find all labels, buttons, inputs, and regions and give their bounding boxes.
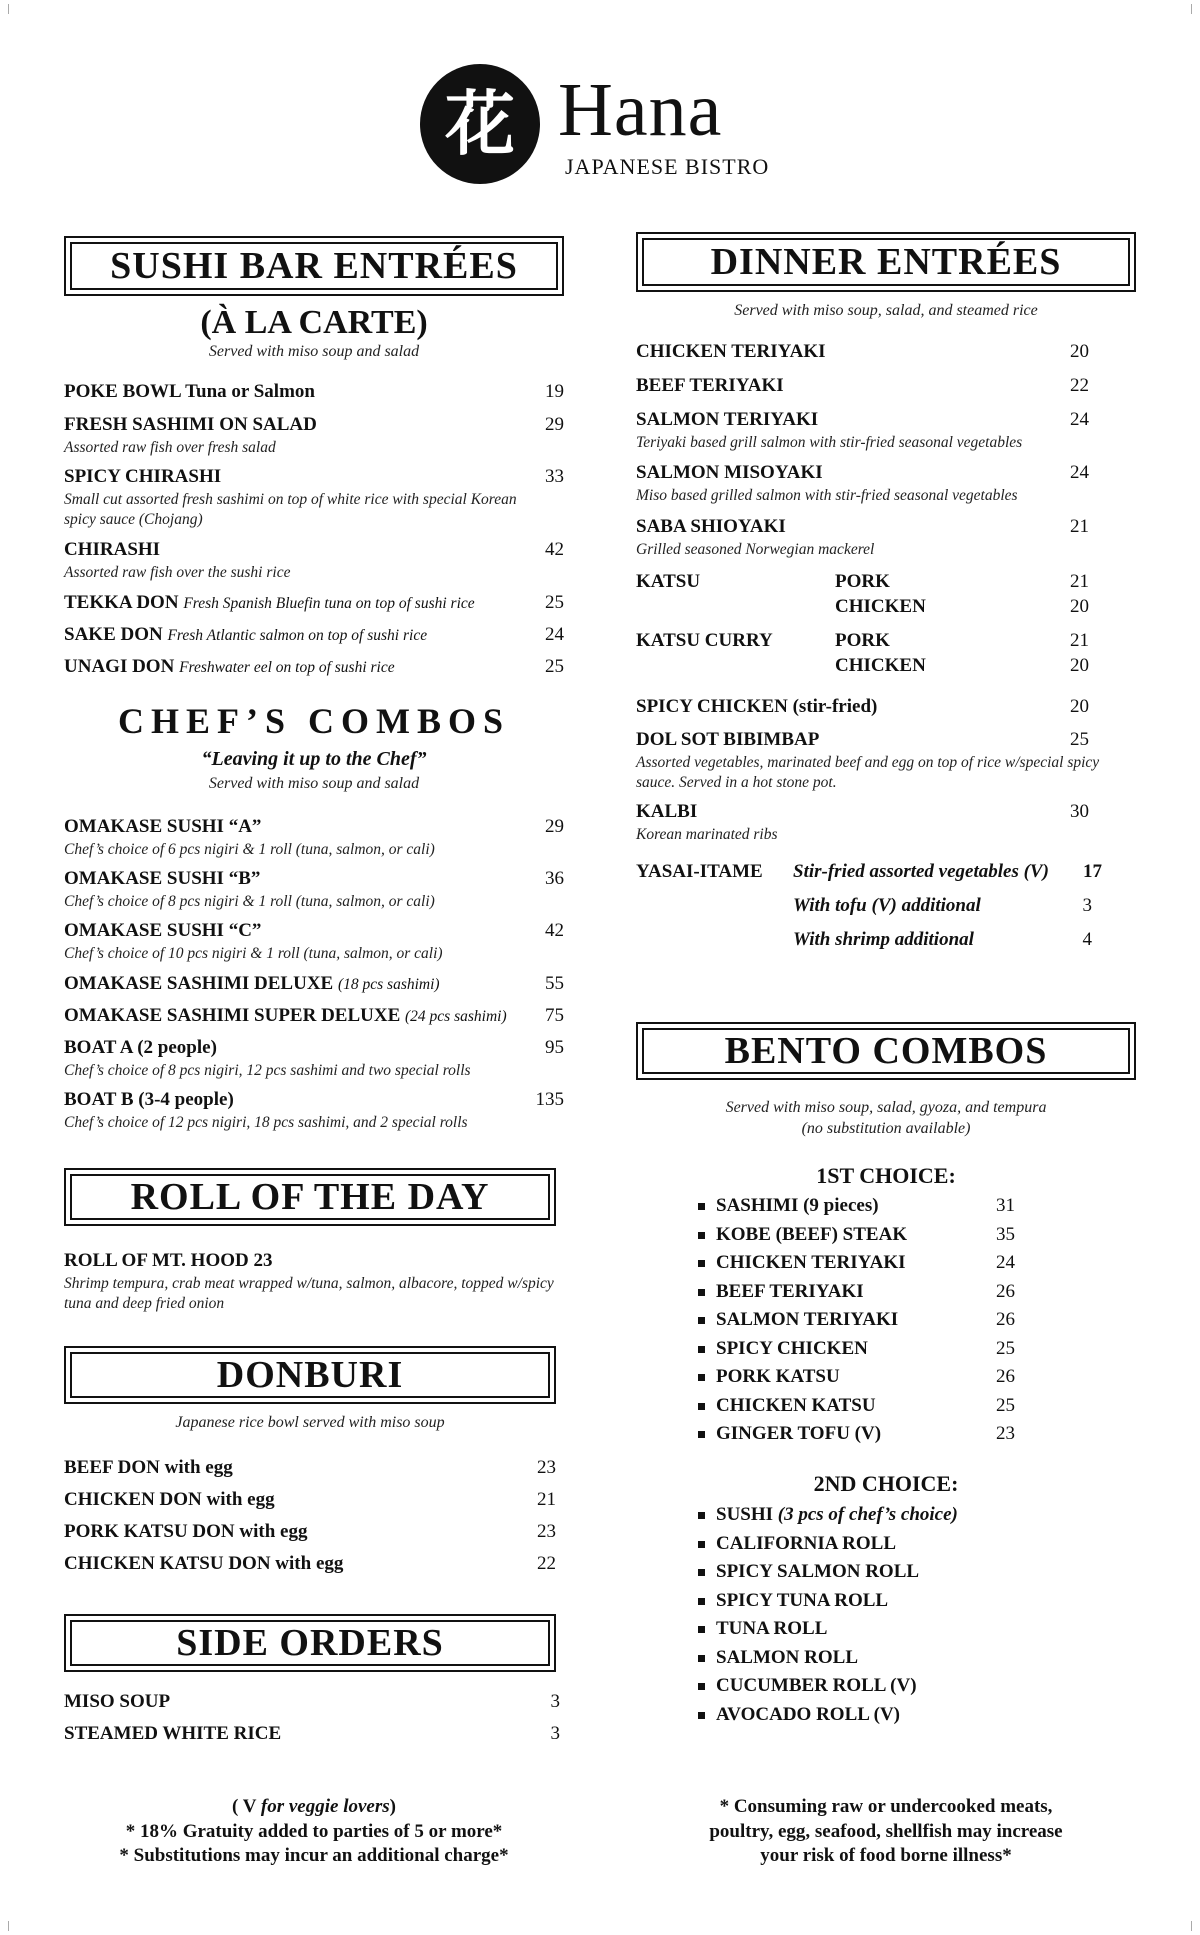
item-price: 25 <box>545 592 564 613</box>
list-item: KOBE (BEEF) STEAK 35 <box>698 1221 1058 1250</box>
item-name: BOAT A (2 people) <box>64 1037 217 1058</box>
menu-item <box>636 375 1089 397</box>
item-price: 21 <box>1070 571 1089 592</box>
menu-item <box>64 1457 556 1479</box>
item-option: PORK <box>835 630 890 651</box>
item-price: 4 <box>1082 929 1092 950</box>
item-price: 21 <box>537 1489 556 1510</box>
flower-logo-icon <box>420 64 540 184</box>
donburi-header <box>64 1346 556 1404</box>
bento-note-nosub: (no substitution available) <box>801 1120 971 1137</box>
menu-item-katsu <box>636 571 1089 621</box>
item-price: 55 <box>545 973 564 994</box>
list-item: CALIFORNIA ROLL <box>698 1530 1078 1559</box>
item-price: 19 <box>545 381 564 402</box>
item-price: 135 <box>535 1089 564 1110</box>
roll-of-day-header <box>64 1168 556 1226</box>
item-name: SPICY CHICKEN (stir-fried) <box>636 696 878 717</box>
item-price: 24 <box>545 624 564 645</box>
item-name: STEAMED WHITE RICE <box>64 1723 282 1744</box>
item-name: OMAKASE SASHIMI SUPER DELUXE <box>64 1005 401 1026</box>
brand-logo <box>420 64 800 184</box>
item-desc: Chef’s choice of 8 pcs nigiri, 12 pcs sashimi and two special rolls <box>64 1062 471 1079</box>
health-warning-line: your risk of food borne illness* <box>760 1845 1012 1867</box>
item-desc: Assorted raw fish over fresh salad <box>64 439 276 456</box>
item-name: YASAI-ITAME <box>636 861 763 882</box>
menu-item <box>64 592 564 614</box>
item-name: OMAKASE SASHIMI DELUXE <box>64 973 334 994</box>
item-price: 25 <box>545 656 564 677</box>
item-name: KALBI <box>636 801 698 822</box>
item-desc: Chef’s choice of 10 pcs nigiri & 1 roll (tuna, salmon, or cali) <box>64 945 443 962</box>
donburi-note: Japanese rice bowl served with miso soup <box>175 1414 445 1431</box>
menu-item <box>64 1489 556 1511</box>
item-price: 22 <box>537 1553 556 1574</box>
section-title: BENTO COMBOS <box>724 1030 1048 1072</box>
item-option: Stir-fried assorted vegetables (V) <box>793 861 1049 882</box>
item-name: MISO SOUP <box>64 1691 171 1712</box>
menu-item <box>64 381 564 403</box>
menu-item <box>64 1005 564 1027</box>
item-name: KATSU CURRY <box>636 630 773 651</box>
menu-item <box>636 409 1089 453</box>
item-option: CHICKEN <box>835 596 926 617</box>
sushi-bar-subtitle: (À LA CARTE) <box>200 304 428 341</box>
item-name: CHICKEN DON with egg <box>64 1489 275 1510</box>
item-name: POKE BOWL Tuna or Salmon <box>64 381 315 402</box>
item-price: 20 <box>1070 596 1089 617</box>
item-price: 75 <box>545 1005 564 1026</box>
menu-item-yasai-itame <box>636 861 1102 951</box>
menu-item <box>64 1089 564 1133</box>
menu-item <box>64 1723 560 1745</box>
item-desc: (24 pcs sashimi) <box>405 1008 507 1025</box>
item-price: 26 <box>996 1280 1015 1302</box>
item-price: 24 <box>1070 409 1089 430</box>
section-title: DONBURI <box>216 1354 404 1396</box>
item-name: BEEF DON with egg <box>64 1457 233 1478</box>
item-name: CHICKEN TERIYAKI <box>636 341 826 362</box>
item-desc: Chef’s choice of 12 pcs nigiri, 18 pcs sashimi, and 2 special rolls <box>64 1114 468 1131</box>
sushi-bar-note: Served with miso soup and salad <box>208 343 420 360</box>
menu-item <box>636 729 1100 793</box>
chefs-combos-note: Served with miso soup and salad <box>208 775 420 792</box>
gratuity-note: * 18% Gratuity added to parties of 5 or more* <box>125 1820 503 1842</box>
list-item: SPICY SALMON ROLL <box>698 1558 1078 1587</box>
item-price: 20 <box>1070 655 1089 676</box>
sushi-bar-header <box>64 236 564 296</box>
menu-item <box>64 920 564 964</box>
item-name: SABA SHIOYAKI <box>636 516 786 537</box>
item-price: 26 <box>996 1366 1015 1387</box>
item-price: 29 <box>545 414 564 435</box>
section-title: DINNER ENTRÉES <box>710 241 1062 283</box>
menu-item <box>64 1521 556 1543</box>
crop-mark <box>8 4 19 14</box>
veggie-note: ( V for veggie lovers) <box>232 1796 396 1817</box>
item-price: 3 <box>1082 895 1092 916</box>
item-option: CHICKEN <box>835 655 926 676</box>
list-item: GINGER TOFU (V) 23 <box>698 1420 1058 1449</box>
menu-item <box>636 801 1089 845</box>
item-desc: Assorted raw fish over the sushi rice <box>64 564 291 581</box>
crop-mark <box>1181 1921 1192 1931</box>
crop-mark <box>8 1921 19 1931</box>
item-name: UNAGI DON <box>64 656 175 677</box>
item-price: 22 <box>1070 375 1089 396</box>
dinner-note: Served with miso soup, salad, and steamed rice <box>734 302 1038 319</box>
item-name: CHICKEN KATSU DON with egg <box>64 1553 344 1574</box>
item-desc: Shrimp tempura, crab meat wrapped w/tuna, salmon, albacore, topped w/spicy tuna and deep fried onion <box>64 1275 554 1313</box>
item-name: SPICY CHIRASHI <box>64 466 222 487</box>
list-item: CHICKEN TERIYAKI 24 <box>698 1249 1058 1278</box>
first-choice-title: 1ST CHOICE: <box>816 1163 956 1188</box>
menu-item <box>636 696 1089 718</box>
item-option: PORK <box>835 571 890 592</box>
item-name: FRESH SASHIMI ON SALAD <box>64 414 317 435</box>
menu-item <box>64 539 564 583</box>
section-title: ROLL OF THE DAY <box>130 1176 490 1218</box>
health-warning-line: poultry, egg, seafood, shellfish may increase <box>709 1820 1063 1842</box>
second-choice-title: 2ND CHOICE: <box>813 1471 959 1496</box>
brand-name: Hana <box>558 68 723 152</box>
list-item: SPICY TUNA ROLL <box>698 1587 1078 1616</box>
item-name: PORK KATSU DON with egg <box>64 1521 308 1542</box>
item-desc: Miso based grilled salmon with stir-fried seasonal vegetables <box>636 487 1018 504</box>
item-price: 95 <box>545 1037 564 1058</box>
item-desc: (18 pcs sashimi) <box>337 976 440 993</box>
footer-notes-right <box>636 1795 1136 1869</box>
second-choice-list <box>698 1501 1078 1729</box>
list-item: AVOCADO ROLL (V) <box>698 1701 1078 1730</box>
item-name: SALMON MISOYAKI <box>636 462 823 483</box>
item-name: DOL SOT BIBIMBAP <box>636 729 820 750</box>
item-desc: Chef’s choice of 6 pcs nigiri & 1 roll (tuna, salmon, or cali) <box>64 841 435 858</box>
item-name: SALMON TERIYAKI <box>636 409 819 430</box>
menu-item <box>64 1553 556 1575</box>
item-price: 3 <box>550 1691 560 1712</box>
menu-item <box>64 973 564 995</box>
item-price: 24 <box>1070 462 1089 483</box>
item-name: TEKKA DON <box>64 592 179 613</box>
item-price: 29 <box>545 816 564 837</box>
crop-mark <box>1181 4 1192 14</box>
item-desc: Fresh Atlantic salmon on top of sushi rice <box>167 627 428 644</box>
item-price: 23 <box>537 1521 556 1542</box>
list-item: PORK KATSU 26 <box>698 1363 1058 1392</box>
health-warning-line: * Consuming raw or undercooked meats, <box>719 1796 1053 1817</box>
menu-item <box>636 516 1089 560</box>
menu-item <box>64 624 564 646</box>
item-price: 26 <box>996 1309 1015 1330</box>
menu-item <box>64 1691 560 1713</box>
item-name: BOAT B (3-4 people) <box>64 1089 234 1110</box>
item-option: With tofu (V) additional <box>793 895 981 916</box>
substitution-note: * Substitutions may incur an additional charge* <box>119 1845 509 1867</box>
list-item: CUCUMBER ROLL (V) <box>698 1672 1078 1701</box>
logo-glyph: 花 <box>445 82 515 165</box>
section-title: SUSHI BAR ENTRÉES <box>110 245 518 287</box>
list-item: SPICY CHICKEN 25 <box>698 1335 1058 1364</box>
menu-item-katsu-curry <box>636 630 1089 680</box>
chefs-combos-title: CHEF’S COMBOS <box>117 701 511 741</box>
list-item: TUNA ROLL <box>698 1615 1078 1644</box>
item-price: 20 <box>1070 696 1089 717</box>
bento-header <box>636 1022 1136 1080</box>
item-option: With shrimp additional <box>793 929 974 950</box>
footer-notes-left <box>64 1795 564 1869</box>
menu-item <box>64 656 564 678</box>
menu-item <box>636 462 1089 506</box>
item-desc: Fresh Spanish Bluefin tuna on top of sushi rice <box>183 595 475 612</box>
brand-tagline: JAPANESE BISTRO <box>565 154 770 179</box>
item-price: 36 <box>545 868 564 889</box>
menu-item <box>64 466 564 530</box>
item-desc: Grilled seasoned Norwegian mackerel <box>636 541 875 558</box>
item-price: 25 <box>1070 729 1089 750</box>
item-name: ROLL OF MT. HOOD 23 <box>64 1250 273 1271</box>
item-name: OMAKASE SUSHI “C” <box>64 920 262 941</box>
item-desc: Freshwater eel on top of sushi rice <box>179 659 395 676</box>
item-price: 31 <box>996 1195 1015 1216</box>
item-price: 25 <box>996 1394 1015 1416</box>
list-item: CHICKEN KATSU 25 <box>698 1392 1058 1421</box>
item-price: 42 <box>545 539 564 560</box>
bento-note: Served with miso soup, salad, gyoza, and tempura <box>725 1099 1047 1116</box>
menu-item <box>64 816 564 860</box>
item-name: KATSU <box>636 571 701 592</box>
item-price: 35 <box>996 1223 1015 1245</box>
item-name: CHIRASHI <box>64 539 161 560</box>
menu-item <box>64 1037 564 1081</box>
item-desc: Small cut assorted fresh sashimi on top of white rice with special Korean spicy sauce (Chojang) <box>64 491 517 529</box>
item-name: BEEF TERIYAKI <box>636 375 784 396</box>
dinner-header <box>636 232 1136 292</box>
item-name: SAKE DON <box>64 624 163 645</box>
item-name: OMAKASE SUSHI “A” <box>64 816 262 837</box>
item-price: 20 <box>1070 341 1089 362</box>
item-price: 33 <box>545 466 564 487</box>
list-item: SUSHI (3 pcs of chef’s choice) <box>698 1501 1078 1530</box>
item-desc: Teriyaki based grill salmon with stir-fried seasonal vegetables <box>636 434 1023 451</box>
item-price: 23 <box>996 1423 1015 1444</box>
item-price: 21 <box>1070 630 1089 651</box>
menu-item <box>64 1250 564 1314</box>
list-item: SALMON TERIYAKI 26 <box>698 1306 1058 1335</box>
menu-item <box>64 868 564 912</box>
section-title: SIDE ORDERS <box>176 1622 444 1664</box>
list-item: SASHIMI (9 pieces) 31 <box>698 1192 1058 1221</box>
item-desc: Chef’s choice of 8 pcs nigiri & 1 roll (tuna, salmon, or cali) <box>64 893 435 910</box>
item-price: 30 <box>1070 801 1089 822</box>
list-item: BEEF TERIYAKI 26 <box>698 1278 1058 1307</box>
item-name: OMAKASE SUSHI “B” <box>64 868 261 889</box>
item-price: 23 <box>537 1457 556 1478</box>
list-item: SALMON ROLL <box>698 1644 1078 1673</box>
item-desc: Korean marinated ribs <box>636 826 778 843</box>
side-orders-header <box>64 1614 556 1672</box>
chefs-combos-tagline: “Leaving it up to the Chef” <box>201 748 427 770</box>
item-price: 21 <box>1070 516 1089 537</box>
item-price: 24 <box>996 1252 1015 1273</box>
item-price: 3 <box>550 1723 560 1744</box>
item-price: 42 <box>545 920 564 941</box>
item-price: 25 <box>996 1337 1015 1359</box>
first-choice-list <box>698 1192 1058 1449</box>
item-desc: Assorted vegetables, marinated beef and egg on top of rice w/special spicy sauce. Served in a hot stone pot. <box>636 754 1100 792</box>
item-price: 17 <box>1083 861 1102 882</box>
menu-item <box>64 414 564 458</box>
menu-item <box>636 341 1089 363</box>
